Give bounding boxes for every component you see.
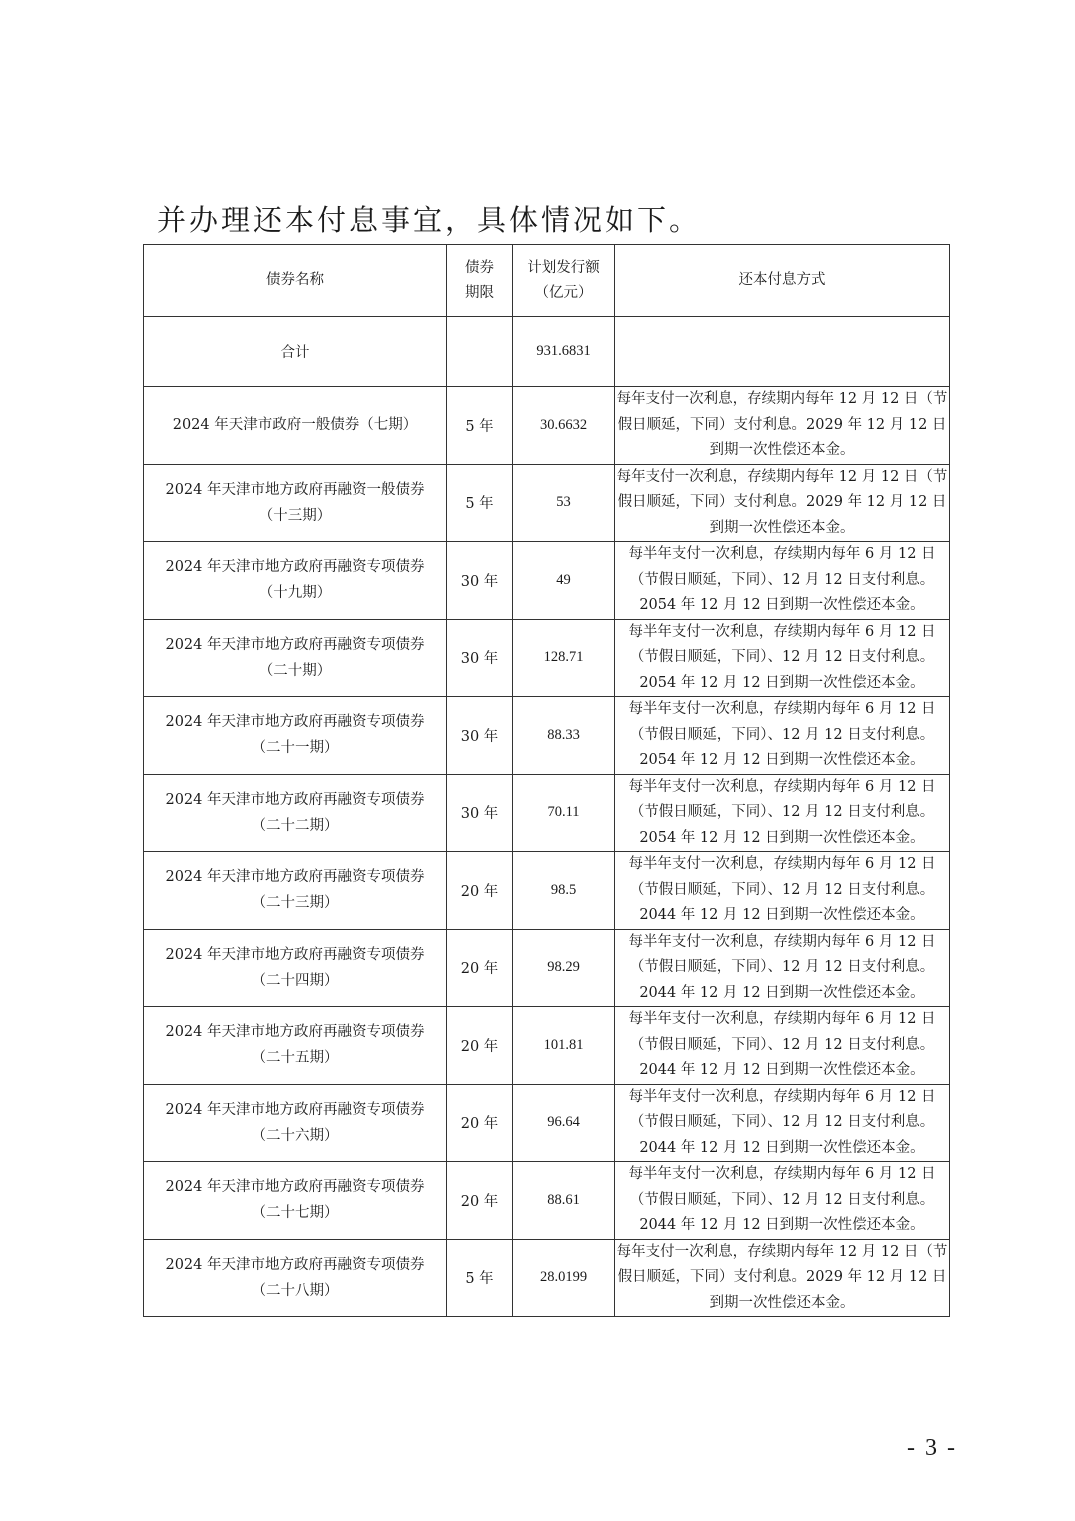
repayment-method: 每年支付一次利息，存续期内每年 12 月 12 日（节假日顺延，下同）支付利息。2029 年 12 月 12 日到期一次性偿还本金。: [615, 464, 950, 542]
bond-issue: （二十六期）: [251, 1127, 339, 1144]
page-number: - 3 -: [907, 1435, 957, 1461]
bond-term: 30 年: [447, 774, 513, 852]
bond-name: 2024 年天津市地方政府再融资专项债券: [165, 1256, 425, 1273]
bond-term: 5 年: [447, 387, 513, 465]
bond-name-cell: [144, 852, 447, 930]
header-term: [447, 245, 513, 317]
table-row: [144, 1007, 950, 1085]
bond-name-cell: [144, 929, 447, 1007]
bond-issue: （二十五期）: [251, 1050, 339, 1067]
repayment-method: 每半年支付一次利息，存续期内每年 6 月 12 日（节假日顺延，下同）、12 月 12 日支付利息。2044 年 12 月 12 日到期一次性偿还本金。: [615, 1162, 950, 1240]
bond-term: 5 年: [447, 1239, 513, 1317]
bond-issue: （二十四期）: [251, 972, 339, 989]
bond-name: 2024 年天津市地方政府再融资一般债券: [165, 481, 425, 498]
bond-term: 30 年: [447, 697, 513, 775]
total-method: [615, 317, 950, 387]
bond-table: [143, 244, 950, 1317]
repayment-method: 每半年支付一次利息，存续期内每年 6 月 12 日（节假日顺延，下同）、12 月 12 日支付利息。2054 年 12 月 12 日到期一次性偿还本金。: [615, 774, 950, 852]
bond-amount: 88.33: [513, 697, 615, 775]
header-method: 还本付息方式: [615, 245, 950, 317]
bond-amount: 96.64: [513, 1084, 615, 1162]
table-row: [144, 929, 950, 1007]
header-row: [144, 245, 950, 317]
intro-line: 并办理还本付息事宜，具体情况如下。: [157, 203, 702, 237]
bond-issue: （二十二期）: [251, 817, 339, 834]
bond-term: 5 年: [447, 464, 513, 542]
header-amount-line1: 计划发行额: [527, 259, 600, 276]
repayment-method: 每半年支付一次利息，存续期内每年 6 月 12 日（节假日顺延，下同）、12 月 12 日支付利息。2054 年 12 月 12 日到期一次性偿还本金。: [615, 619, 950, 697]
total-term: [447, 317, 513, 387]
bond-name: 2024 年天津市地方政府再融资专项债券: [165, 559, 425, 576]
bond-amount: 98.29: [513, 929, 615, 1007]
header-amount-line2: （亿元）: [534, 284, 593, 301]
bond-name-cell: [144, 1162, 447, 1240]
bond-amount: 70.11: [513, 774, 615, 852]
header-bond-name: 债券名称: [144, 245, 447, 317]
bond-amount: 28.0199: [513, 1239, 615, 1317]
bond-term: 30 年: [447, 619, 513, 697]
bond-issue: （二十期）: [258, 662, 332, 679]
bond-issue: （十九期）: [258, 585, 332, 602]
repayment-method: 每半年支付一次利息，存续期内每年 6 月 12 日（节假日顺延，下同）、12 月 12 日支付利息。2054 年 12 月 12 日到期一次性偿还本金。: [615, 697, 950, 775]
repayment-method: 每半年支付一次利息，存续期内每年 6 月 12 日（节假日顺延，下同）、12 月 12 日支付利息。2044 年 12 月 12 日到期一次性偿还本金。: [615, 929, 950, 1007]
bond-name: 2024 年天津市地方政府再融资专项债券: [165, 636, 425, 653]
table-row: [144, 619, 950, 697]
bond-name-cell: [144, 697, 447, 775]
table-row: [144, 774, 950, 852]
bond-issue: （二十一期）: [251, 740, 339, 757]
table-row: [144, 852, 950, 930]
repayment-method: 每半年支付一次利息，存续期内每年 6 月 12 日（节假日顺延，下同）、12 月 12 日支付利息。2044 年 12 月 12 日到期一次性偿还本金。: [615, 1007, 950, 1085]
table-row: [144, 1084, 950, 1162]
bond-name-cell: [144, 387, 447, 465]
header-term-line1: 债券: [465, 259, 494, 276]
bond-name: 2024 年天津市地方政府再融资专项债券: [165, 791, 425, 808]
bond-term: 20 年: [447, 929, 513, 1007]
bond-amount: 128.71: [513, 619, 615, 697]
bond-name-cell: [144, 542, 447, 620]
table-row: [144, 1162, 950, 1240]
total-label: 合计: [144, 317, 447, 387]
table-row: [144, 542, 950, 620]
bond-name-cell: [144, 1007, 447, 1085]
bond-term: 20 年: [447, 852, 513, 930]
bond-name: 2024 年天津市政府一般债券（七期）: [172, 417, 418, 434]
repayment-method: 每半年支付一次利息，存续期内每年 6 月 12 日（节假日顺延，下同）、12 月 12 日支付利息。2044 年 12 月 12 日到期一次性偿还本金。: [615, 852, 950, 930]
header-term-line2: 期限: [465, 284, 494, 301]
bond-term: 20 年: [447, 1007, 513, 1085]
bond-issue: （二十八期）: [251, 1282, 339, 1299]
bond-name: 2024 年天津市地方政府再融资专项债券: [165, 1179, 425, 1196]
total-row: [144, 317, 950, 387]
bond-name-cell: [144, 619, 447, 697]
repayment-method: 每年支付一次利息，存续期内每年 12 月 12 日（节假日顺延，下同）支付利息。2029 年 12 月 12 日到期一次性偿还本金。: [615, 387, 950, 465]
bond-name: 2024 年天津市地方政府再融资专项债券: [165, 946, 425, 963]
bond-amount: 98.5: [513, 852, 615, 930]
repayment-method: 每年支付一次利息，存续期内每年 12 月 12 日（节假日顺延，下同）支付利息。2029 年 12 月 12 日到期一次性偿还本金。: [615, 1239, 950, 1317]
bond-issue: （二十三期）: [251, 895, 339, 912]
bond-term: 20 年: [447, 1084, 513, 1162]
repayment-method: 每半年支付一次利息，存续期内每年 6 月 12 日（节假日顺延，下同）、12 月 12 日支付利息。2044 年 12 月 12 日到期一次性偿还本金。: [615, 1084, 950, 1162]
bond-amount: 88.61: [513, 1162, 615, 1240]
total-amount: 931.6831: [513, 317, 615, 387]
bond-name-cell: [144, 1084, 447, 1162]
bond-amount: 101.81: [513, 1007, 615, 1085]
header-amount: [513, 245, 615, 317]
bond-name: 2024 年天津市地方政府再融资专项债券: [165, 1024, 425, 1041]
table-row: [144, 387, 950, 465]
bond-name: 2024 年天津市地方政府再融资专项债券: [165, 1101, 425, 1118]
table-row: [144, 697, 950, 775]
bond-issue: （十三期）: [258, 507, 332, 524]
bond-name: 2024 年天津市地方政府再融资专项债券: [165, 714, 425, 731]
bond-amount: 30.6632: [513, 387, 615, 465]
table-row: [144, 464, 950, 542]
bond-issue: （二十七期）: [251, 1205, 339, 1222]
bond-term: 30 年: [447, 542, 513, 620]
bond-amount: 49: [513, 542, 615, 620]
bond-name-cell: [144, 464, 447, 542]
table-row: [144, 1239, 950, 1317]
bond-name-cell: [144, 774, 447, 852]
bond-amount: 53: [513, 464, 615, 542]
bond-name: 2024 年天津市地方政府再融资专项债券: [165, 869, 425, 886]
repayment-method: 每半年支付一次利息，存续期内每年 6 月 12 日（节假日顺延，下同）、12 月 12 日支付利息。2054 年 12 月 12 日到期一次性偿还本金。: [615, 542, 950, 620]
bond-name-cell: [144, 1239, 447, 1317]
bond-term: 20 年: [447, 1162, 513, 1240]
